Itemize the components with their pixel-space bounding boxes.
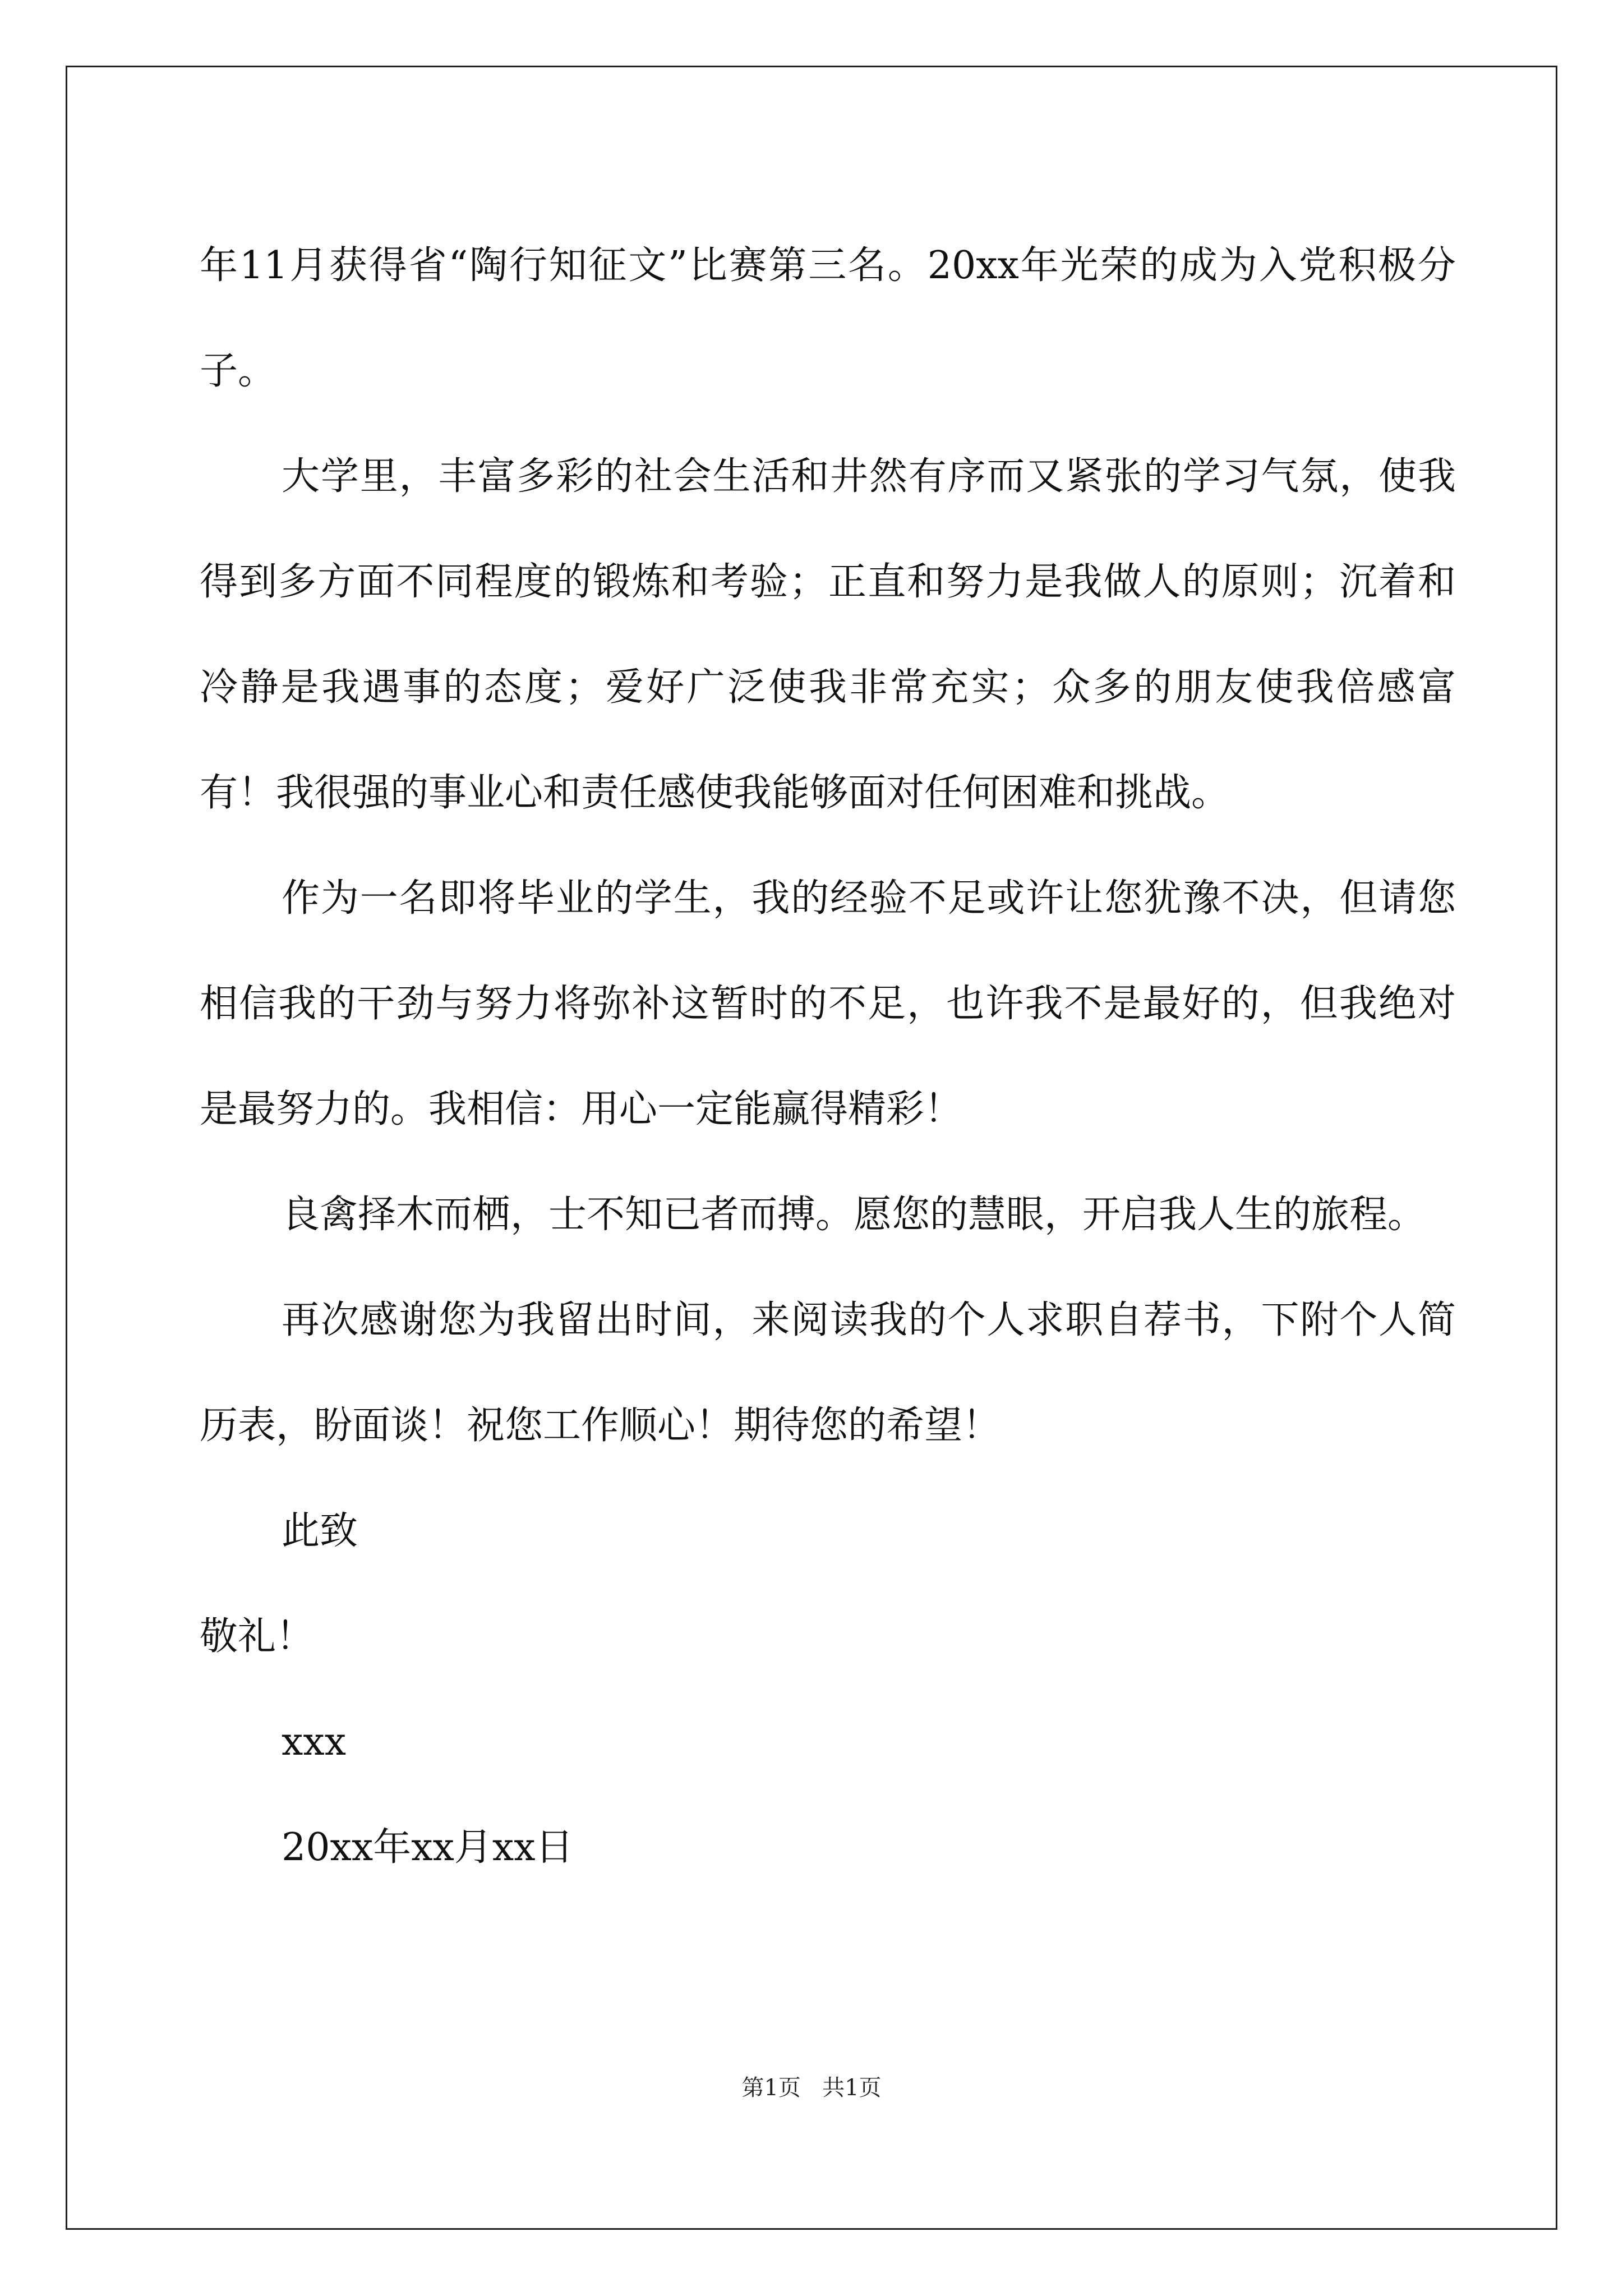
paragraph-proverb: 良禽择木而栖，士不知已者而搏。愿您的慧眼，开启我人生的旅程。 xyxy=(282,1193,1426,1237)
page-total: 共1页 xyxy=(822,2075,882,2101)
letter-body xyxy=(200,213,1456,1901)
paragraph-thanks: 再次感谢您为我留出时间，来阅读我的个人求职自荐书，下附个人简历表，盼面谈！祝您工作顺心！期待您的希望！ xyxy=(200,1298,1456,1448)
signature-date: 20xx年xx月xx日 xyxy=(282,1825,574,1870)
closing-salutation: 此致 xyxy=(282,1509,358,1553)
closing-regards: 敬礼！ xyxy=(200,1614,315,1659)
signature-name: xxx xyxy=(282,1720,347,1764)
paragraph-graduate-commitment: 作为一名即将毕业的学生，我的经验不足或许让您犹豫不决，但请您相信我的干劲与努力将弥补这暂时的不足，也许我不是最好的，但我绝对是最努力的。我相信：用心一定能赢得精彩！ xyxy=(200,876,1456,1131)
page-footer xyxy=(0,2070,1623,2102)
paragraph-honors: 年11月获得省“陶行知征文”比赛第三名。20xx年光荣的成为入党积极分子。 xyxy=(200,243,1456,393)
page-number: 第1页 xyxy=(741,2075,801,2101)
paragraph-university-life: 大学里，丰富多彩的社会生活和井然有序而又紧张的学习气氛，使我得到多方面不同程度的锻炼和考验；正直和努力是我做人的原则；沉着和冷静是我遇事的态度；爱好广泛使我非常充实；众多的朋友使我倍感富有！我很强的事业心和责任感使我能够面对任何困难和挑战。 xyxy=(200,454,1456,815)
